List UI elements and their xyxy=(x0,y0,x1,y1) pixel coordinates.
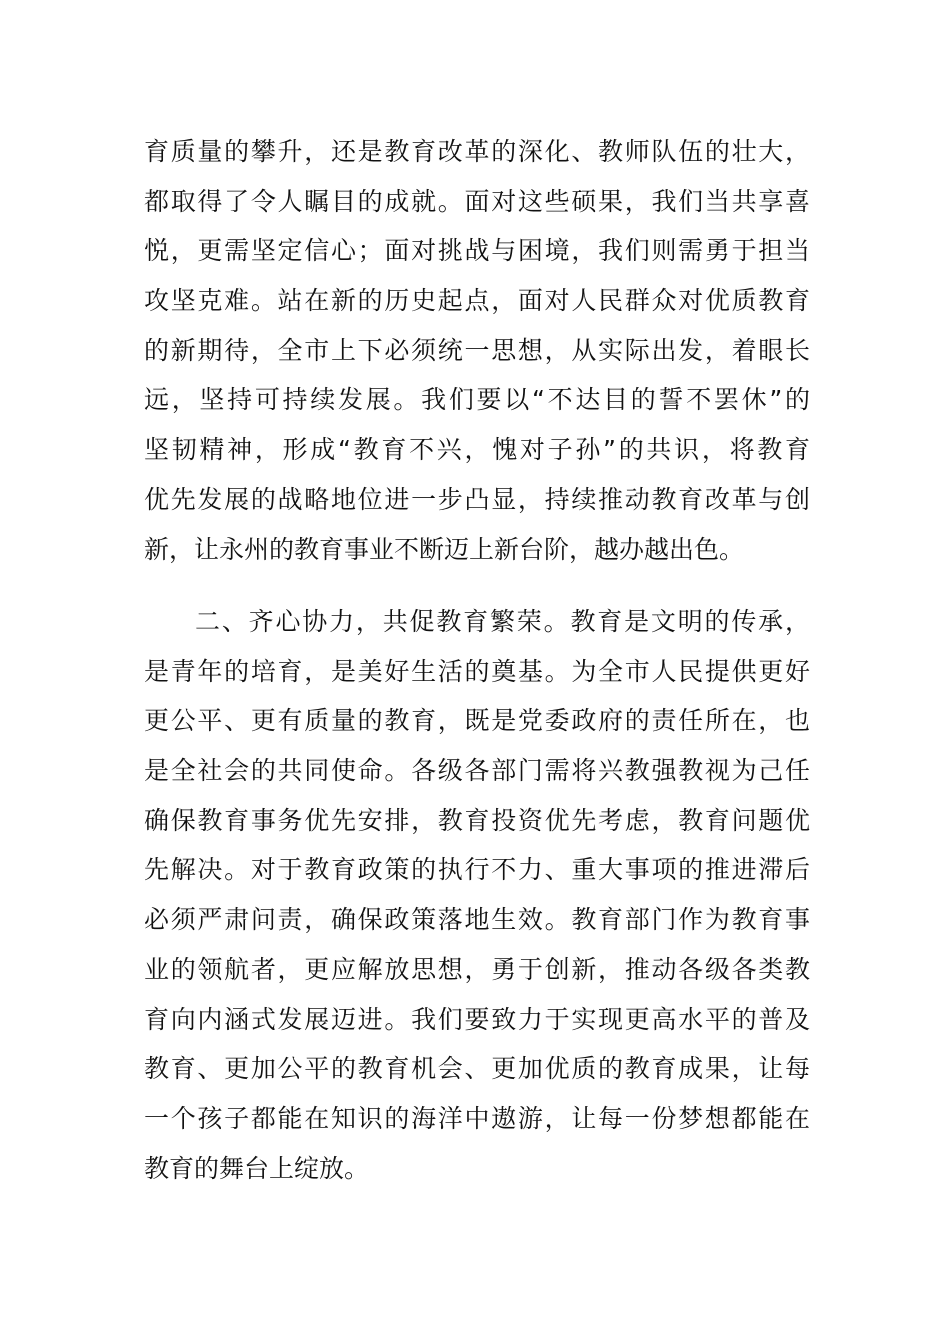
text-line: 二、齐心协力，共促教育繁荣。教育是文明的传承， xyxy=(195,607,810,636)
text-line: 远，坚持可持续发展。我们要以“不达目的誓不罢休”的 xyxy=(144,385,810,415)
text-line: 坚韧精神，形成“教育不兴，愧对子孙”的共识，将教育 xyxy=(144,435,810,465)
text-line: 更公平、更有质量的教育，既是党委政府的责任所在，也 xyxy=(144,706,810,736)
text-line: 教育的舞台上绽放。 xyxy=(144,1153,370,1183)
text-line: 先解决。对于教育政策的执行不力、重大事项的推进滞后 xyxy=(144,855,810,885)
text-line: 一个孩子都能在知识的海洋中遨游，让每一份梦想都能在 xyxy=(144,1103,810,1133)
text-line: 是全社会的共同使命。各级各部门需将兴教强教视为己任 xyxy=(144,756,810,786)
text-line: 教育、更加公平的教育机会、更加优质的教育成果，让每 xyxy=(144,1054,810,1084)
text-line: 确保教育事务优先安排，教育投资优先考虑，教育问题优 xyxy=(144,805,810,835)
paragraph-1 xyxy=(144,127,810,574)
paragraph-2 xyxy=(144,597,810,1193)
text-line: 都取得了令人瞩目的成就。面对这些硕果，我们当共享喜 xyxy=(144,186,810,216)
text-line: 育向内涵式发展迈进。我们要致力于实现更高水平的普及 xyxy=(144,1004,810,1034)
text-line: 悦，更需坚定信心；面对挑战与困境，我们则需勇于担当 xyxy=(144,236,810,266)
text-line: 是青年的培育，是美好生活的奠基。为全市人民提供更好 xyxy=(144,656,810,686)
text-line: 优先发展的战略地位进一步凸显，持续推动教育改革与创 xyxy=(144,484,810,514)
text-line: 业的领航者，更应解放思想，勇于创新，推动各级各类教 xyxy=(144,954,810,984)
text-line: 新，让永州的教育事业不断迈上新台阶，越办越出色。 xyxy=(144,534,745,564)
text-line: 必须严肃问责，确保政策落地生效。教育部门作为教育事 xyxy=(144,905,810,935)
text-line: 育质量的攀升，还是教育改革的深化、教师队伍的壮大， xyxy=(144,137,810,166)
text-line: 攻坚克难。站在新的历史起点，面对人民群众对优质教育 xyxy=(144,286,810,316)
text-line: 的新期待，全市上下必须统一思想，从实际出发，着眼长 xyxy=(144,335,810,365)
